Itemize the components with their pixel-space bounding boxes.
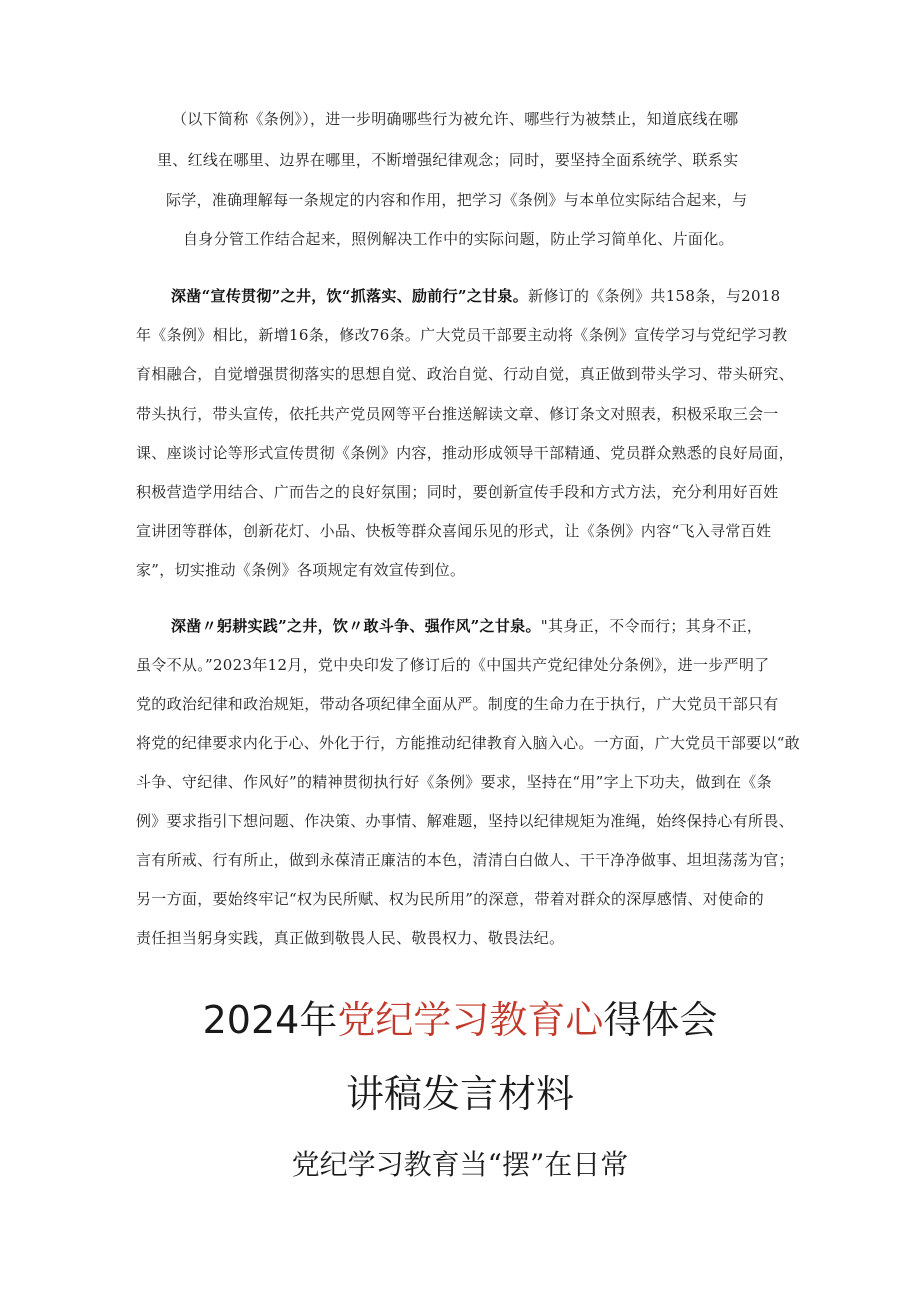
section2-lead-heading: 深凿〃躬耕实践”之井，饮〃敢斗争、强作风”之甘泉。 bbox=[171, 617, 541, 635]
section1-line: 年《条例》相比，新增16条，修改76条。广大党员干部要主动将《条例》宣传学习与党纪学习教 bbox=[136, 326, 788, 344]
section2-line: 另一方面，要始终牢记“权为民所赋、权为民所用”的深意，带着对群众的深厚感情、对使命的 bbox=[136, 890, 764, 908]
intro-line: 自身分管工作结合起来，照例解决工作中的实际问题，防止学习简单化、片面化。 bbox=[183, 230, 734, 248]
section2-line: 言有所戒、行有所止，做到永葆清正廉洁的本色，清清白白做人、干干净净做事、坦坦荡荡为官； bbox=[136, 851, 794, 869]
section2-line: 斗争、守纪律、作风好”的精神贯彻执行好《条例》要求，坚持在“用”字上下功夫，做到在《条 bbox=[136, 773, 772, 791]
section1-lead-heading: 深凿“宣传贯彻”之井，饮“抓落实、励前行”之甘泉。 bbox=[171, 287, 529, 305]
intro-line: 际学，准确理解每一条规定的内容和作用，把学习《条例》与本单位实际结合起来，与 bbox=[166, 191, 748, 209]
section1-first-line-text: 新修订的《条例》共158条，与2018 bbox=[528, 287, 781, 305]
intro-line: 里、红线在哪里、边界在哪里，不断增强纪律观念；同时，要坚持全面系统学、联系实 bbox=[157, 151, 739, 169]
main-title-prefix: 2024年 bbox=[202, 998, 338, 1042]
section1-line: 积极营造学用结合、广而告之的良好氛围；同时，要创新宣传手段和方式方法，充分利用好百姓 bbox=[136, 483, 779, 501]
document-subtitle: 讲稿发言材料 bbox=[345, 1072, 574, 1116]
section1-line: 育相融合，自觉增强贯彻落实的思想自觉、政治自觉、行动自觉，真正做到带头学习、带头研究、 bbox=[136, 365, 794, 383]
section2-first-line bbox=[171, 616, 762, 636]
section2-first-line-text: "其身正，不令而行；其身不正， bbox=[540, 617, 763, 635]
section1-first-line bbox=[171, 286, 781, 306]
intro-line: （以下简称《条例》），进一步明确哪些行为被允许、哪些行为被禁止，知道底线在哪 bbox=[172, 110, 739, 128]
section2-line: 将党的纪律要求内化于心、外化于行，方能推动纪律教育入脑入心。一方面，广大党员干部要以“敢 bbox=[136, 734, 800, 752]
section2-line: 责任担当躬身实践，真正做到敬畏人民、敬畏权力、敬畏法纪。 bbox=[136, 929, 565, 947]
main-title-accent: 党纪学习教育心 bbox=[337, 998, 604, 1042]
section1-line: 带头执行，带头宣传，依托共产党员网等平台推送解读文章、修订条文对照表，积极采取三会一 bbox=[136, 405, 779, 423]
main-title-suffix: 得体会 bbox=[603, 998, 718, 1042]
article-title: 党纪学习教育当“摆”在日常 bbox=[291, 1148, 629, 1181]
section1-line: 家”，切实推动《条例》各项规定有效宣传到位。 bbox=[136, 561, 466, 579]
section2-line: 例》要求指引下想问题、作决策、办事情、解难题，坚持以纪律规矩为准绳，始终保持心有所畏、 bbox=[136, 812, 794, 830]
section2-line: 党的政治纪律和政治规矩，带动各项纪律全面从严。制度的生命力在于执行，广大党员干部只有 bbox=[136, 695, 779, 713]
section2-line: 虽令不从。”2023年12月，党中央印发了修订后的《中国共产党纪律处分条例》，进一步严明了 bbox=[136, 656, 770, 674]
document-main-title bbox=[0, 996, 920, 1044]
section1-line: 课、座谈讨论等形式宣传贯彻《条例》内容，推动形成领导干部精通、党员群众熟悉的良好局面， bbox=[136, 444, 794, 462]
section1-line: 宣讲团等群体，创新花灯、小品、快板等群众喜闻乐见的形式，让《条例》内容“飞入寻常百姓 bbox=[136, 522, 772, 540]
